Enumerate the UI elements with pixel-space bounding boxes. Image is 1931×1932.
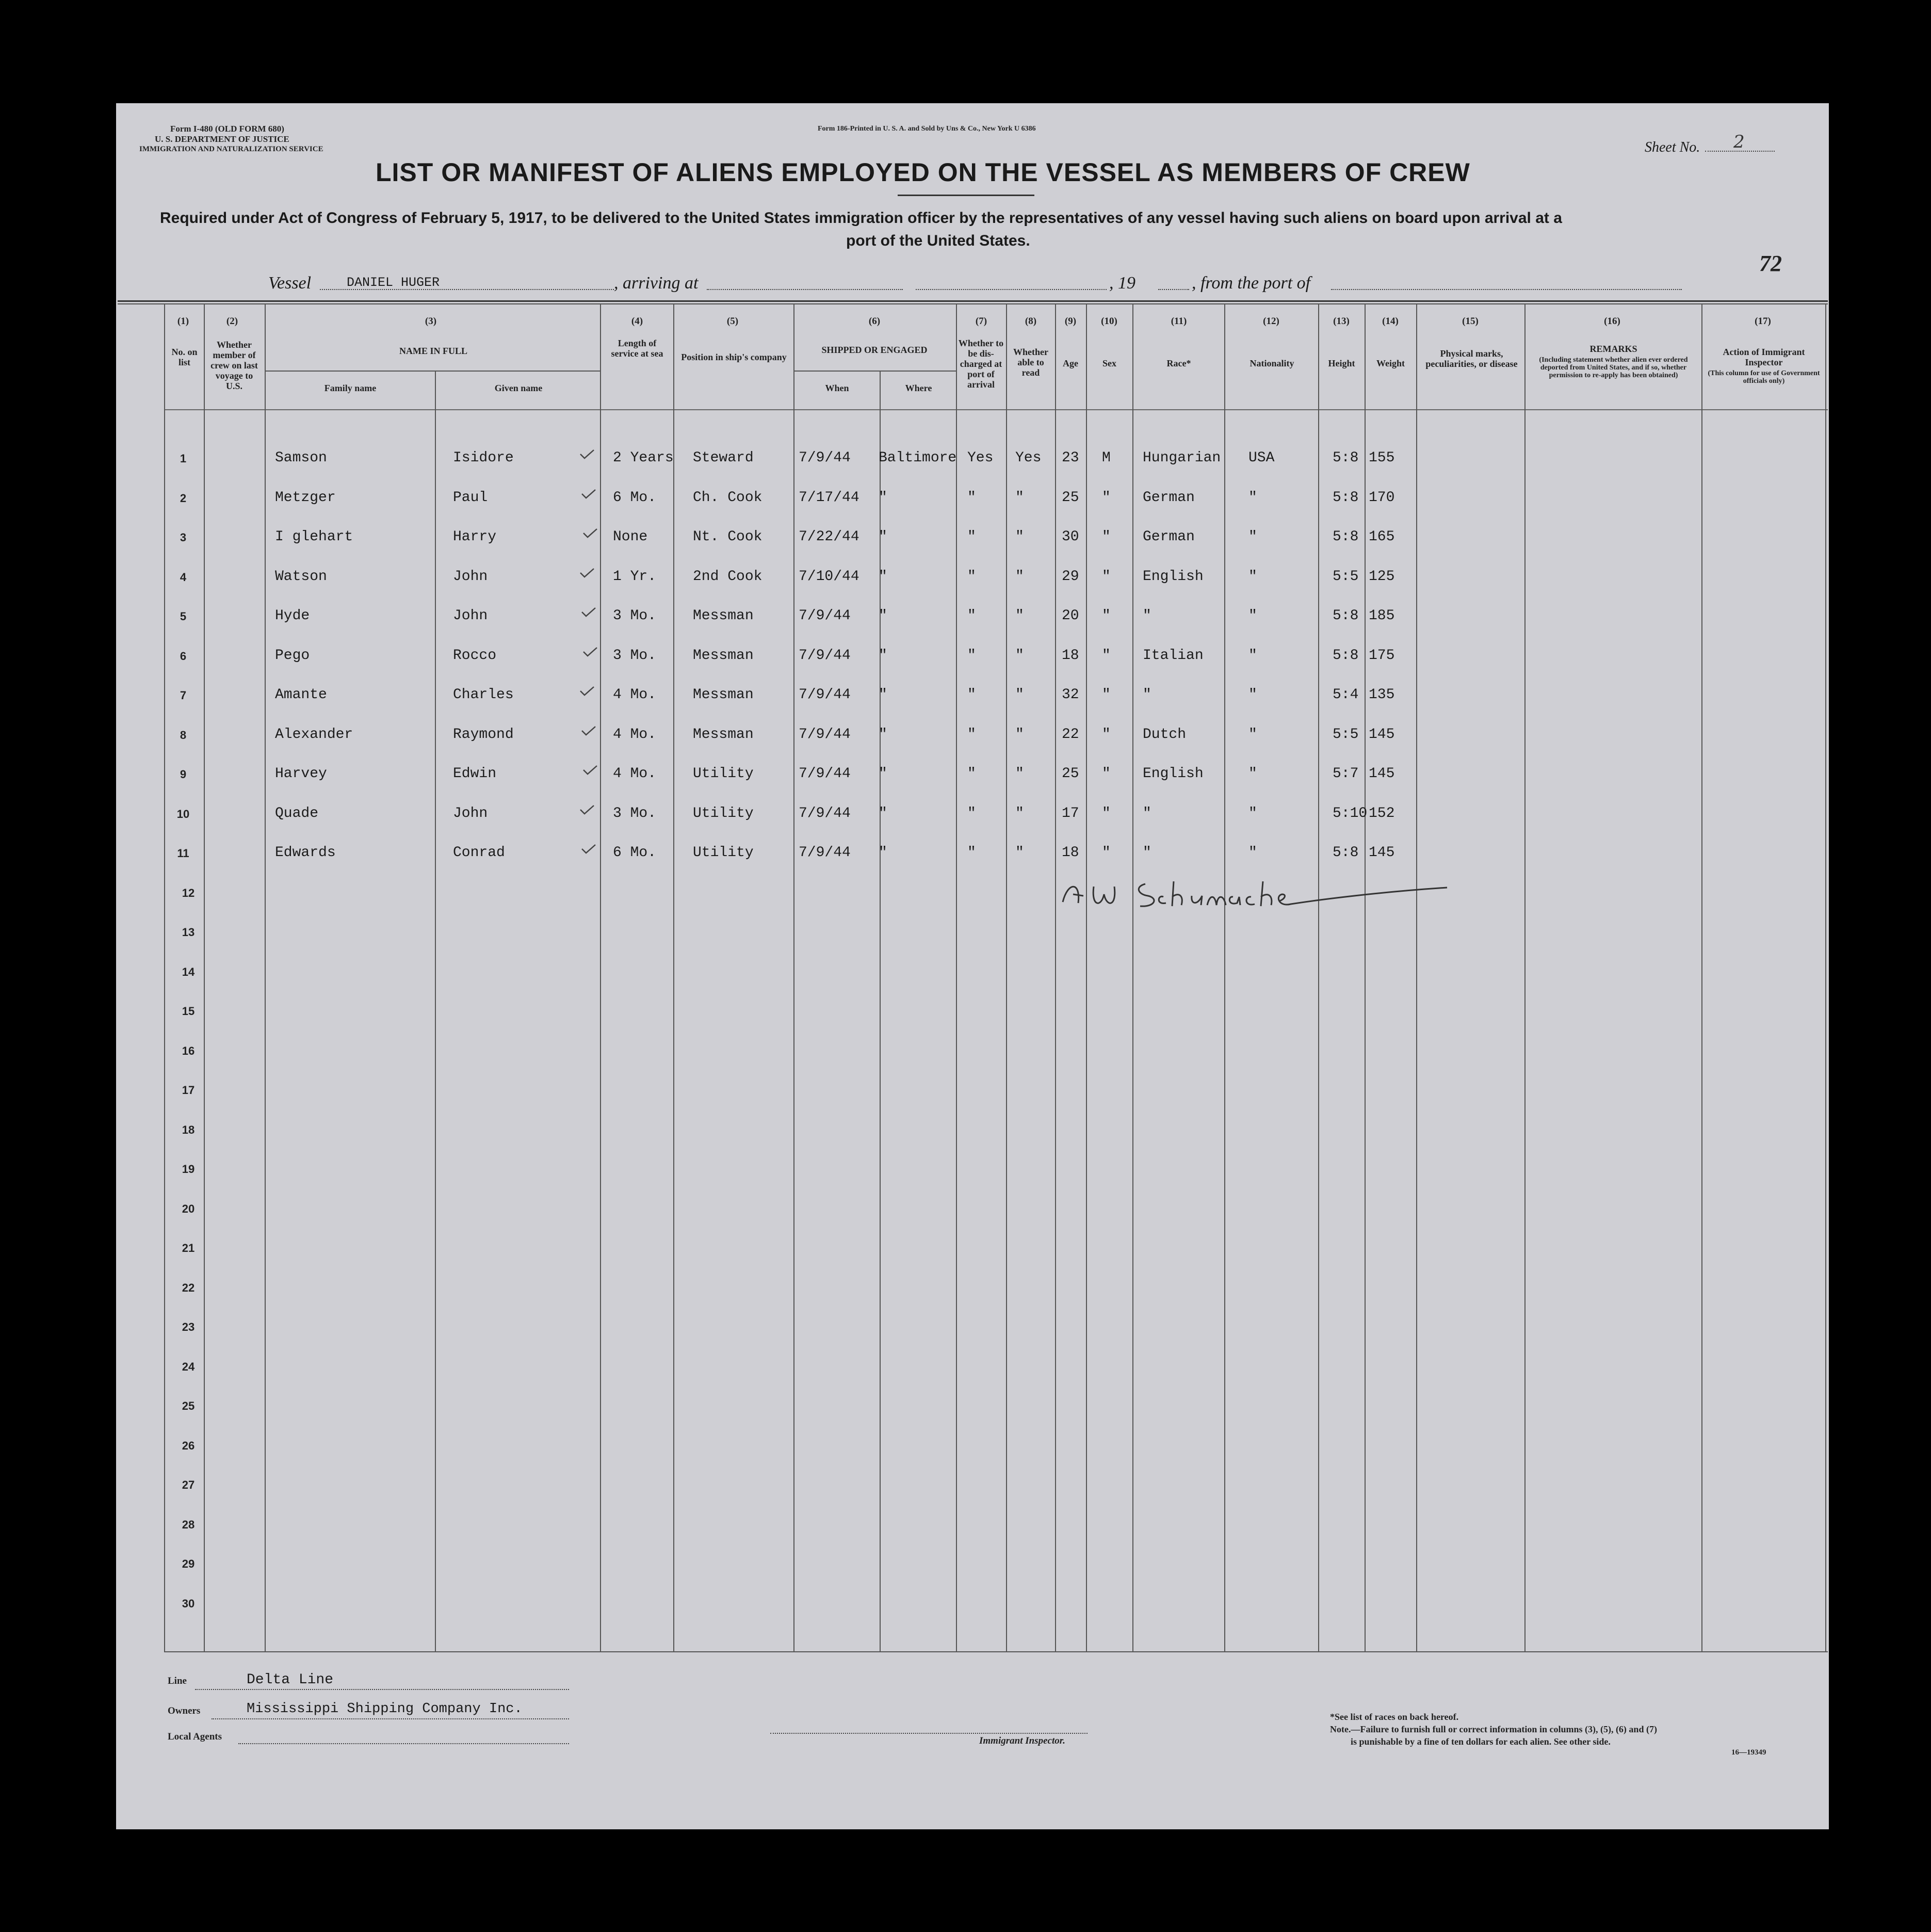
col-number-2: (2) [226, 316, 238, 327]
check-mark-icon [579, 449, 595, 459]
cell-where: " [879, 806, 887, 822]
cell-weight: 145 [1369, 845, 1395, 861]
cell-where: " [879, 608, 887, 624]
row-number: 26 [182, 1439, 195, 1452]
col-number-13: (13) [1333, 316, 1350, 327]
cell-age: 18 [1062, 648, 1079, 664]
cell-where: " [879, 727, 887, 743]
cell-sex: " [1102, 490, 1111, 506]
cell-read: " [1015, 569, 1024, 585]
line-dots [195, 1689, 569, 1690]
cell-no: 9 [180, 768, 187, 781]
cell-service: 4 Mo. [613, 727, 657, 743]
cell-sex: " [1102, 727, 1111, 743]
cell-given: Isidore [453, 450, 514, 466]
cell-when: 7/9/44 [799, 450, 851, 466]
cell-family: Pego [275, 648, 310, 664]
check-mark-icon [579, 804, 595, 815]
col-header-when: When [825, 383, 849, 393]
vessel-label: Vessel [268, 273, 312, 293]
check-mark-icon [579, 686, 595, 696]
cell-family: Hyde [275, 608, 310, 624]
cell-age: 25 [1062, 490, 1079, 506]
line-value: Delta Line [247, 1672, 334, 1688]
races-note: *See list of races on back hereof. [1330, 1712, 1459, 1722]
row-number: 17 [182, 1084, 195, 1097]
col-rule [1224, 303, 1225, 1651]
cell-where: " [879, 687, 887, 703]
col-number-3: (3) [425, 316, 437, 327]
col-header-where: Where [905, 383, 932, 393]
cell-sex: " [1102, 766, 1111, 782]
check-mark-icon [581, 726, 596, 736]
cell-service: 3 Mo. [613, 648, 657, 664]
cell-service: 2 Years [613, 450, 674, 466]
table-top-rule-2 [118, 303, 1828, 304]
col-rule [600, 303, 601, 1651]
col-rule [435, 371, 436, 1651]
cell-race: English [1143, 569, 1204, 585]
col-rule [1701, 303, 1702, 1651]
cell-position: Utility [693, 806, 754, 822]
cell-position: Messman [693, 608, 754, 624]
cell-height: 5:8 [1333, 648, 1359, 664]
printer-line: Form 186-Printed in U. S. A. and Sold by Uns & Co., New York U 6386 [818, 125, 1036, 133]
cell-position: Nt. Cook [693, 529, 762, 545]
cell-given: Charles [453, 687, 514, 703]
check-mark-icon [582, 647, 598, 657]
cell-service: 6 Mo. [613, 845, 657, 861]
col-rule [673, 303, 674, 1651]
col-number-7: (7) [975, 316, 987, 327]
col-rule [1524, 303, 1526, 1651]
col-header-position: Position in ship's company [681, 352, 787, 362]
cell-nationality: " [1248, 529, 1257, 545]
local-agents-label: Local Agents [168, 1731, 222, 1742]
cell-position: Utility [693, 766, 754, 782]
cell-height: 5:8 [1333, 529, 1359, 545]
cell-given: John [453, 569, 488, 585]
cell-race: German [1143, 529, 1195, 545]
row-number: 18 [182, 1123, 195, 1136]
cell-height: 5:10 [1333, 806, 1368, 822]
row-number: 15 [182, 1005, 195, 1018]
sheet-label: Sheet No. [1645, 139, 1700, 155]
cell-position: Messman [693, 687, 754, 703]
cell-read: " [1015, 727, 1024, 743]
arriving-label: , arriving at [614, 273, 699, 293]
cell-when: 7/9/44 [799, 687, 851, 703]
cell-family: Harvey [275, 766, 327, 782]
cell-read: " [1015, 766, 1024, 782]
header-bottom-rule [164, 409, 1828, 410]
cell-read: " [1015, 529, 1024, 545]
cell-weight: 135 [1369, 687, 1395, 703]
col-header-nationality: Nationality [1250, 358, 1294, 368]
cell-nationality: " [1248, 608, 1257, 624]
col-rule [956, 303, 957, 1651]
cell-sex: " [1102, 608, 1111, 624]
cell-nationality: " [1248, 648, 1257, 664]
cell-when: 7/10/44 [799, 569, 859, 585]
vessel-name: DANIEL HUGER [347, 275, 440, 290]
col-header-service: Length of service at sea [611, 338, 663, 359]
cell-race: " [1143, 608, 1151, 624]
local-agents-dots [238, 1743, 569, 1744]
col-header-race: Race* [1166, 358, 1191, 368]
cell-height: 5:8 [1333, 608, 1359, 624]
row-number: 14 [182, 965, 195, 978]
col-header-action: Action of Immigrant Inspector [1723, 347, 1805, 367]
cell-position: Messman [693, 727, 754, 743]
cell-no: 10 [176, 808, 190, 820]
col-header-given-name: Given name [494, 383, 543, 393]
cell-weight: 175 [1369, 648, 1395, 664]
cell-weight: 165 [1369, 529, 1395, 545]
col-header-sex: Sex [1102, 358, 1116, 368]
cell-given: Edwin [453, 766, 497, 782]
check-mark-icon [579, 568, 595, 578]
cell-service: 4 Mo. [613, 687, 657, 703]
cell-no: 7 [180, 689, 187, 702]
col-number-15: (15) [1462, 316, 1479, 327]
row-number: 24 [182, 1360, 195, 1373]
cell-read: " [1015, 845, 1024, 861]
check-mark-icon [581, 489, 596, 499]
col-number-14: (14) [1382, 316, 1399, 327]
cell-read: " [1015, 806, 1024, 822]
col-header-remarks-note: (Including statement whether alien ever ordered deported from United States, and if so, whether permission to re-apply has been obtained) [1539, 356, 1688, 379]
arriving-dots-2 [916, 289, 1107, 290]
row-number: 13 [182, 926, 195, 939]
cell-position: Ch. Cook [693, 490, 762, 506]
owners-value: Mississippi Shipping Company Inc. [247, 1701, 523, 1717]
cell-family: Metzger [275, 490, 336, 506]
row-number: 23 [182, 1321, 195, 1333]
shipped-subheader-rule [793, 371, 956, 372]
col-header-shipped: SHIPPED OR ENGAGED [821, 345, 928, 355]
row-number: 30 [182, 1597, 195, 1610]
cell-weight: 145 [1369, 727, 1395, 743]
cell-given: Rocco [453, 648, 497, 664]
cell-nationality: " [1248, 766, 1257, 782]
col-rule [1416, 303, 1417, 1651]
cell-family: Edwards [275, 845, 336, 861]
cell-position: 2nd Cook [693, 569, 762, 585]
cell-nationality: " [1248, 490, 1257, 506]
col-header-name-in-full: NAME IN FULL [399, 346, 467, 356]
cell-nationality: " [1248, 806, 1257, 822]
subtitle-line-2: port of the United States. [846, 232, 1030, 249]
col-header-read: Whether able to read [1013, 347, 1048, 378]
cell-discharged: " [967, 727, 976, 743]
row-number: 20 [182, 1202, 195, 1215]
cell-age: 20 [1062, 608, 1079, 624]
col-header-height: Height [1328, 358, 1355, 368]
col-header-remarks: REMARKS [1589, 344, 1637, 354]
cell-race: Hungarian [1143, 450, 1221, 466]
cell-nationality: " [1248, 687, 1257, 703]
failure-note-1: Note.—Failure to furnish full or correct information in columns (3), (5), (6) and (7) [1330, 1724, 1657, 1734]
cell-position: Messman [693, 648, 754, 664]
col-number-8: (8) [1025, 316, 1037, 327]
cell-no: 6 [180, 650, 187, 663]
cell-height: 5:5 [1333, 727, 1359, 743]
inspector-dots [770, 1733, 1088, 1734]
owners-label: Owners [168, 1705, 201, 1716]
cell-race: Dutch [1143, 727, 1187, 743]
arriving-dots [707, 289, 903, 290]
cell-height: 5:4 [1333, 687, 1359, 703]
cell-weight: 152 [1369, 806, 1395, 822]
cell-sex: " [1102, 845, 1111, 861]
col-rule [1006, 303, 1007, 1651]
cell-age: 30 [1062, 529, 1079, 545]
cell-no: 2 [180, 492, 187, 505]
row-number: 12 [182, 887, 195, 899]
cell-age: 22 [1062, 727, 1079, 743]
table-bottom-rule [164, 1651, 1828, 1652]
cell-race: Italian [1143, 648, 1204, 664]
cell-weight: 155 [1369, 450, 1395, 466]
from-port-dots [1331, 289, 1682, 290]
row-number: 16 [182, 1044, 195, 1057]
cell-discharged: Yes [967, 450, 994, 466]
cell-discharged: " [967, 806, 976, 822]
cell-given: John [453, 806, 488, 822]
col-number-16: (16) [1604, 316, 1620, 327]
col-rule [265, 303, 266, 1651]
owners-dots [212, 1718, 569, 1719]
cell-weight: 170 [1369, 490, 1395, 506]
col-header-action-note: (This column for use of Government officials only) [1708, 369, 1820, 385]
cell-service: 6 Mo. [613, 490, 657, 506]
col-number-6: (6) [868, 316, 881, 327]
row-number: 21 [182, 1242, 195, 1254]
col-header-age: Age [1063, 358, 1078, 368]
cell-when: 7/9/44 [799, 648, 851, 664]
col-rule [793, 303, 794, 1651]
from-port-label: , from the port of [1192, 273, 1311, 293]
cell-height: 5:7 [1333, 766, 1359, 782]
col-header-last-voyage: Whether member of crew on last voyage to U.S. [210, 340, 258, 391]
col-number-4: (4) [631, 316, 643, 327]
cell-age: 29 [1062, 569, 1079, 585]
col-rule [1086, 303, 1087, 1651]
cell-age: 18 [1062, 845, 1079, 861]
cell-family: Alexander [275, 727, 353, 743]
cell-family: Amante [275, 687, 327, 703]
failure-note-2: is punishable by a fine of ten dollars for each alien. See other side. [1351, 1736, 1611, 1747]
year-dots [1158, 289, 1189, 290]
row-number: 25 [182, 1399, 195, 1412]
cell-where: " [879, 766, 887, 782]
cell-given: Paul [453, 490, 488, 506]
cell-nationality: " [1248, 727, 1257, 743]
cell-nationality: " [1248, 569, 1257, 585]
col-number-11: (11) [1171, 316, 1187, 327]
cell-discharged: " [967, 687, 976, 703]
cell-when: 7/22/44 [799, 529, 859, 545]
cell-service: 4 Mo. [613, 766, 657, 782]
cell-no: 8 [180, 729, 187, 742]
cell-weight: 145 [1369, 766, 1395, 782]
form-code: 16—19349 [1731, 1748, 1766, 1757]
cell-discharged: " [967, 490, 976, 506]
col-rule [204, 303, 205, 1651]
row-number: 29 [182, 1557, 195, 1570]
check-mark-icon [581, 607, 596, 617]
cell-height: 5:8 [1333, 450, 1359, 466]
cell-where: " [879, 490, 887, 506]
cell-weight: 125 [1369, 569, 1395, 585]
inspector-label: Immigrant Inspector. [979, 1735, 1065, 1746]
cell-given: Harry [453, 529, 497, 545]
cell-age: 17 [1062, 806, 1079, 822]
cell-where: " [879, 529, 887, 545]
row-number: 19 [182, 1163, 195, 1176]
col-header-physical-marks: Physical marks, peculiarities, or disease [1425, 348, 1518, 369]
cell-height: 5:8 [1333, 490, 1359, 506]
cell-race: " [1143, 687, 1151, 703]
cell-height: 5:5 [1333, 569, 1359, 585]
row-number: 28 [182, 1518, 195, 1531]
cell-family: Watson [275, 569, 327, 585]
col-number-1: (1) [177, 316, 189, 327]
col-rule [1825, 303, 1826, 1651]
cell-no: 1 [180, 452, 187, 465]
cell-height: 5:8 [1333, 845, 1359, 861]
col-number-9: (9) [1064, 316, 1077, 327]
form-number: Form I-480 (OLD FORM 680) [170, 124, 284, 134]
cell-read: " [1015, 608, 1024, 624]
col-number-5: (5) [726, 316, 739, 327]
cell-read: " [1015, 648, 1024, 664]
cell-race: German [1143, 490, 1195, 506]
cell-read: " [1015, 490, 1024, 506]
cell-service: None [613, 529, 648, 545]
line-label: Line [168, 1676, 187, 1686]
cell-where: " [879, 569, 887, 585]
cell-discharged: " [967, 608, 976, 624]
title-rule [898, 195, 1034, 196]
cell-when: 7/9/44 [799, 727, 851, 743]
cell-discharged: " [967, 529, 976, 545]
cell-race: English [1143, 766, 1204, 782]
col-rule [164, 303, 165, 1651]
cell-family: Samson [275, 450, 327, 466]
cell-no: 3 [180, 531, 187, 544]
service-name: IMMIGRATION AND NATURALIZATION SERVICE [139, 145, 323, 153]
cell-sex: " [1102, 529, 1111, 545]
col-header-family-name: Family name [324, 383, 377, 393]
col-header-no: No. on list [171, 347, 198, 367]
inspector-signature [1052, 871, 1450, 917]
check-mark-icon [582, 528, 598, 538]
department-name: U. S. DEPARTMENT OF JUSTICE [155, 134, 289, 144]
cell-discharged: " [967, 845, 976, 861]
cell-given: Raymond [453, 727, 514, 743]
page-title: LIST OR MANIFEST OF ALIENS EMPLOYED ON THE VESSEL AS MEMBERS OF CREW [376, 158, 1470, 187]
cell-where: " [879, 648, 887, 664]
cell-service: 3 Mo. [613, 806, 657, 822]
cell-when: 7/17/44 [799, 490, 859, 506]
cell-position: Utility [693, 845, 754, 861]
cell-discharged: " [967, 766, 976, 782]
cell-family: Quade [275, 806, 319, 822]
cell-read: Yes [1015, 450, 1042, 466]
table-top-rule [118, 300, 1828, 302]
cell-no: 11 [177, 847, 189, 860]
year-label: , 19 [1109, 273, 1135, 293]
cell-age: 25 [1062, 766, 1079, 782]
cell-nationality: USA [1248, 450, 1275, 466]
cell-sex: " [1102, 687, 1111, 703]
cell-service: 3 Mo. [613, 608, 657, 624]
cell-when: 7/9/44 [799, 608, 851, 624]
col-number-17: (17) [1755, 316, 1771, 327]
check-mark-icon [582, 765, 598, 775]
cell-sex: M [1102, 450, 1111, 466]
cell-sex: " [1102, 569, 1111, 585]
name-subheader-rule [265, 371, 600, 372]
cell-family: I glehart [275, 529, 353, 545]
subtitle-line-1: Required under Act of Congress of February 5, 1917, to be delivered to the United States immigration officer by the representatives of any vessel having such aliens on board upon arrival at a [160, 210, 1562, 227]
cell-sex: " [1102, 648, 1111, 664]
cell-service: 1 Yr. [613, 569, 657, 585]
col-rule [1132, 303, 1133, 1651]
col-rule [1055, 303, 1056, 1651]
sheet-number: 2 [1733, 132, 1745, 152]
cell-age: 32 [1062, 687, 1079, 703]
cell-when: 7/9/44 [799, 766, 851, 782]
check-mark-icon [581, 844, 596, 854]
cell-race: " [1143, 806, 1151, 822]
col-number-12: (12) [1263, 316, 1279, 327]
sheet-number-line [1705, 151, 1775, 152]
cell-where: Baltimore [879, 450, 957, 466]
col-rule [1318, 303, 1319, 1651]
cell-weight: 185 [1369, 608, 1395, 624]
cell-discharged: " [967, 648, 976, 664]
cell-read: " [1015, 687, 1024, 703]
row-number: 22 [182, 1281, 195, 1294]
cell-age: 23 [1062, 450, 1079, 466]
page-number: 72 [1759, 251, 1782, 276]
cell-given: John [453, 608, 488, 624]
cell-nationality: " [1248, 845, 1257, 861]
cell-sex: " [1102, 806, 1111, 822]
cell-no: 5 [180, 610, 187, 623]
col-rule [1365, 303, 1366, 1651]
cell-when: 7/9/44 [799, 845, 851, 861]
cell-race: " [1143, 845, 1151, 861]
cell-given: Conrad [453, 845, 505, 861]
cell-no: 4 [180, 571, 187, 584]
row-number: 27 [182, 1478, 195, 1491]
cell-position: Steward [693, 450, 754, 466]
col-rule [880, 371, 881, 1651]
col-number-10: (10) [1101, 316, 1117, 327]
col-header-weight: Weight [1376, 358, 1405, 368]
col-header-discharged: Whether to be dis- charged at port of arrival [958, 338, 1004, 390]
cell-discharged: " [967, 569, 976, 585]
cell-when: 7/9/44 [799, 806, 851, 822]
cell-where: " [879, 845, 887, 861]
